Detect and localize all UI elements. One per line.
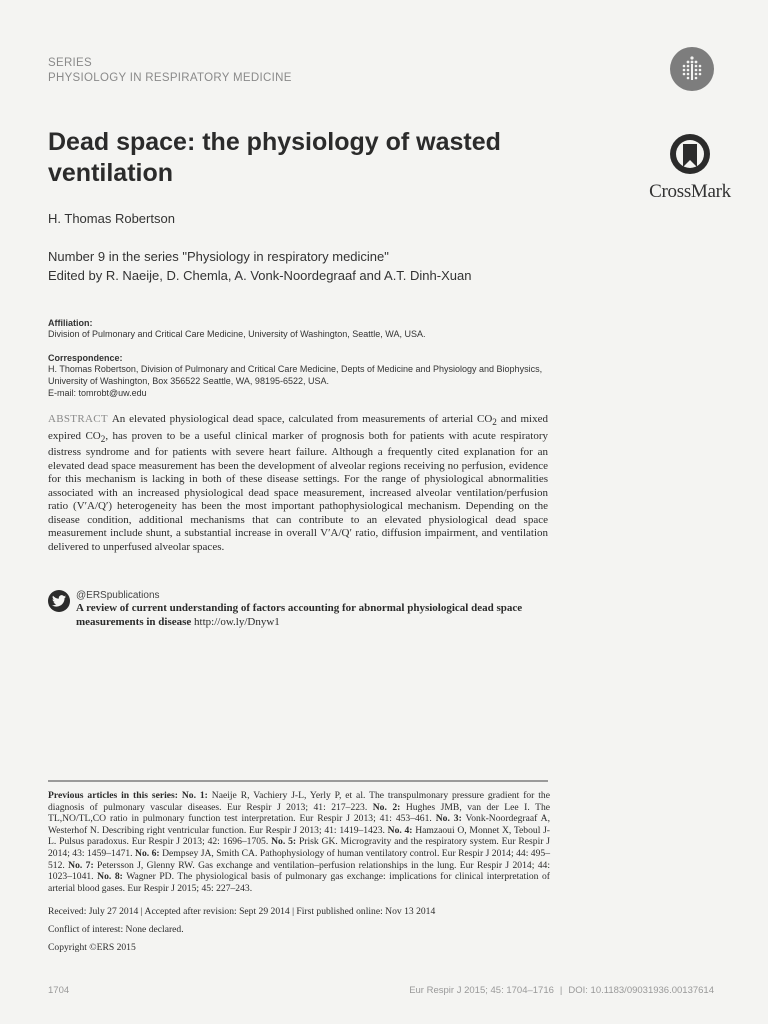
twitter-icon[interactable]	[48, 590, 70, 612]
series-label	[48, 56, 292, 86]
affiliation-block	[48, 318, 558, 340]
tweet-body	[76, 602, 556, 629]
previous-article-entry: No. 8: Wagner PD. The physiological basis of pulmonary gas exchange: implications for clinical interpretation of arterial blood gases. Eur Respir J 2015; 45: 227–243.	[48, 871, 551, 894]
abstract-text-b: and mixed expired CO	[48, 413, 548, 442]
crossmark-badge[interactable]	[640, 133, 740, 203]
previous-article-entry: No. 5: Prisk GK. Microgravity and the respiratory system. Eur Respir J 2014; 43: 1459–1471.	[48, 836, 551, 859]
previous-article-entry: No. 1: Naeije R, Vachiery J-L, Yerly P, et al. The transpulmonary pressure gradient for the diagnosis of pulmonary vascular diseases. Eur Respir J 2013; 41: 217–223.	[48, 790, 550, 813]
journal-citation: Eur Respir J 2015; 45: 1704–1716	[409, 985, 554, 996]
tweet-block	[76, 589, 556, 629]
ers-logo-icon	[670, 47, 714, 91]
page-number: 1704	[48, 985, 70, 996]
crossmark-icon	[669, 133, 711, 175]
previous-article-entry: No. 4: Hamzaoui O, Monnet X, Teboul J-L. Pulsus paradoxus. Eur Respir J 2013; 42: 1696–1705.	[48, 824, 551, 848]
tweet-handle[interactable]: @ERSpublications	[76, 590, 160, 601]
received-dates: Received: July 27 2014 | Accepted after revision: Sept 29 2014 | First published online: Nov 13 2014	[48, 906, 436, 917]
copyright-notice: Copyright ©ERS 2015	[48, 942, 136, 953]
affiliation-label: Affiliation	[48, 318, 90, 328]
doi[interactable]: DOI: 10.1183/09031936.00137614	[568, 985, 714, 996]
correspondence-block	[48, 353, 558, 399]
correspondence-heading: Correspondence:	[48, 353, 123, 363]
previous-article-entry: No. 3: Vonk-Noordegraaf A, Westerhof N. Describing right ventricular function. Eur Respir J 2013; 41: 1419–1423.	[48, 813, 550, 836]
previous-article-entry: No. 7: Petersson J, Glenny RW. Gas exchange and ventilation–perfusion relationships in the lung. Eur Respir J 2014; 44: 1023–1041.	[48, 859, 550, 883]
tweet-text: A review of current understanding of factors accounting for abnormal physiological dead space measurements in disease	[76, 602, 523, 628]
abstract-label: ABSTRACT	[48, 413, 108, 425]
correspondence-email[interactable]: E-mail: tomrobt@uw.edu	[48, 388, 147, 398]
series-editors: Edited by R. Naeije, D. Chemla, A. Vonk-Noordegraaf and A.T. Dinh-Xuan	[48, 268, 472, 283]
previous-articles	[48, 790, 550, 894]
correspondence-label: Correspondence	[48, 353, 120, 363]
previous-article-entry: No. 6: Dempsey JA, Smith CA. Pathophysiology of human ventilatory control. Eur Respir J 2014; 44: 495–512.	[48, 847, 550, 871]
series-line: SERIES	[48, 57, 92, 69]
affiliation-text: Division of Pulmonary and Critical Care Medicine, University of Washington, Seattle, WA, USA.	[48, 329, 426, 339]
previous-article-entry: No. 2: Hughes JMB, van der Lee I. The TL,NO/TL,CO ratio in pulmonary function test interpretation. Eur Respir J 2013; 41: 453–461.	[48, 801, 550, 825]
abstract-text-c: , has proven to be a useful clinical marker of prognosis both for patients with acute respiratory distress syndrome and for patients with severe heart failure. Although a frequently cited explanation for an elevated dead space measurement has been the development of alveolar regions receiving no perfusion, evidence for this mechanism is lacking in both of these disease settings. For the range of physiological abnormalities associated with an increased physiological dead space measurement, increased alveolar ventilation/perfusion ratio (V′A/Q′) heterogeneity has been the most important pathophysiological mechanism. Depending on the disease condition, additional mechanisms that can contribute to an elevated physiological dead space measurement include shunt, a substantial increase in overall V′A/Q′ ratio, diffusion impairment, and ventilation delivered to unperfused alveolar spaces.	[48, 429, 548, 553]
affiliation-heading: Affiliation:	[48, 318, 93, 328]
abstract: ABSTRACT An elevated physiological dead space, calculated from measurements of arterial $CO_2$ and mixed expired $CO_2$, has proven to be a useful clinical marker of prognosis both for patients with acute respiratory distress syndrome and for patients with severe heart failure. Although a frequently cited explanation for an elevated dead space measurement has been the development of alveolar regions receiving no perfusion, evidence for this mechanism is lacking in both of these disease settings. For the range of physiological abnormalities associated with an increased physiological dead space measurement, increased alveolar ventilation/perfusion ratio (V′A/Q′) heterogeneity has been the most important pathophysiological mechanism. Depending on the disease condition, additional mechanisms that can contribute to an elevated physiological dead space measurement include shunt, a substantial increase in overall V′A/Q′ ratio, diffusion impairment, and ventilation delivered to unperfused alveolar spaces.	[48, 413, 548, 553]
correspondence-text: H. Thomas Robertson, Division of Pulmonary and Critical Care Medicine, Depts of Medicine and Physiology and Biophysics, University of Washington, Box 356522 Seattle, WA, 98195-6522, USA.	[48, 364, 543, 386]
footer-separator: |	[559, 985, 563, 996]
article-title: Dead space: the physiology of wasted ventilation	[48, 128, 501, 187]
footnote-divider	[48, 780, 548, 782]
footer-citation	[409, 985, 714, 996]
previous-articles-label: Previous articles in this series:	[48, 790, 178, 801]
series-number: Number 9 in the series "Physiology in respiratory medicine"	[48, 249, 389, 264]
abstract-text-a: An elevated physiological dead space, calculated from measurements of arterial CO	[111, 413, 493, 425]
author-name: H. Thomas Robertson	[48, 211, 175, 226]
series-note	[48, 247, 471, 285]
tweet-link[interactable]: http://ow.ly/Dnyw1	[194, 615, 280, 628]
series-name: PHYSIOLOGY IN RESPIRATORY MEDICINE	[48, 72, 292, 84]
crossmark-label: CrossMark	[649, 181, 731, 202]
conflict-of-interest: Conflict of interest: None declared.	[48, 924, 184, 935]
